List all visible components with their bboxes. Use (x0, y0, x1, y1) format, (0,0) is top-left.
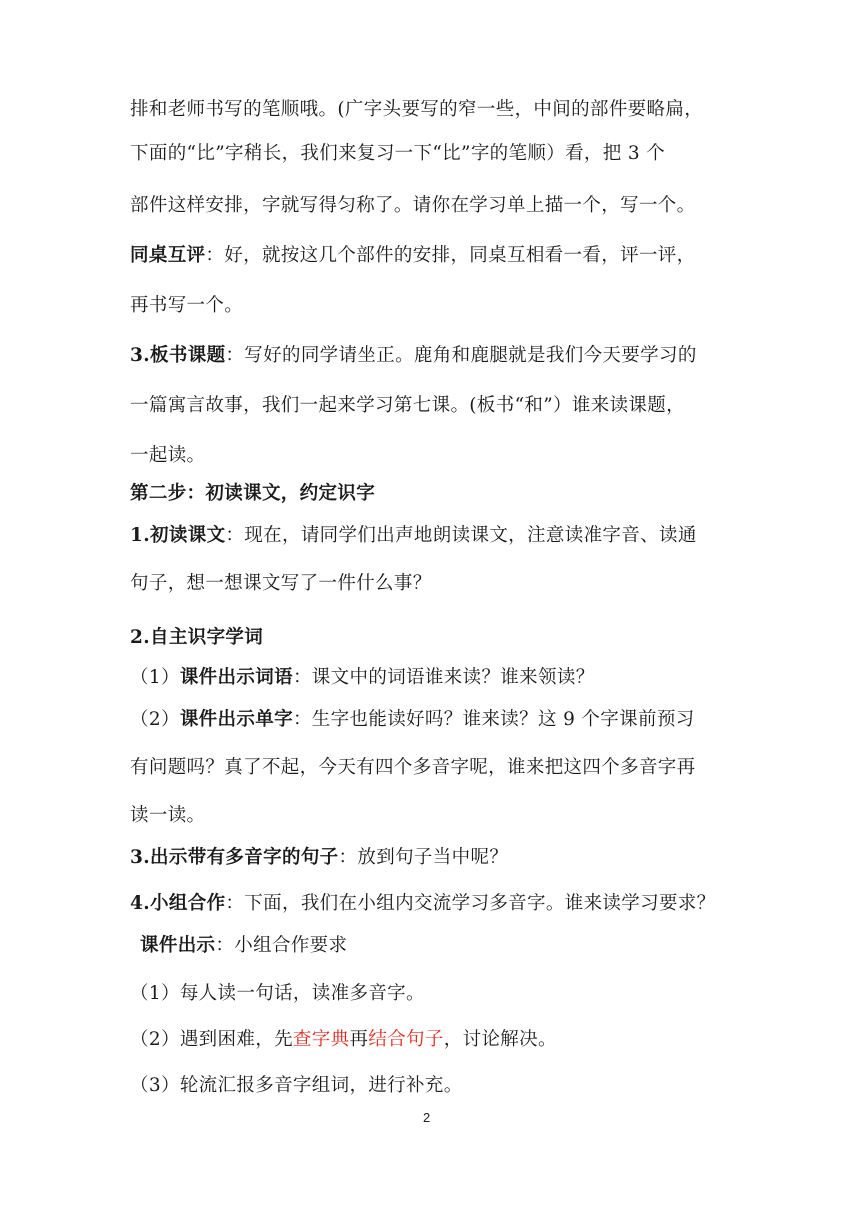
text-line (130, 392, 685, 420)
text-segment: （1）每人读一句话，读准多音字。 (130, 983, 425, 1004)
text-segment: 一起读。 (130, 445, 206, 466)
bold-text: 2.自主识字学词 (130, 627, 264, 648)
text-line (130, 706, 695, 734)
bold-text: 第二步：初读课文，约定识字 (130, 483, 376, 504)
text-segment: 部件这样安排，字就写得匀称了。请你在学习单上描一个，写一个。 (130, 195, 696, 216)
text-segment: 再 (349, 1029, 369, 1050)
text-line (130, 342, 697, 370)
bold-text: 同桌互评 (130, 245, 206, 266)
text-segment: ，讨论解决。 (443, 1029, 557, 1050)
text-line (140, 932, 347, 960)
text-segment: 排和老师书写的笔顺哦。(广字头要写的窄一些，中间的部件要略扁， (130, 99, 704, 120)
text-line (130, 980, 425, 1008)
highlighted-text: 查字典 (292, 1029, 350, 1050)
bold-text: 3.板书课题 (130, 345, 226, 366)
text-line (130, 140, 665, 168)
text-line (130, 442, 205, 470)
text-segment: 有问题吗？真了不起，今天有四个多音字呢，谁来把这四个多音字再 (130, 757, 696, 778)
text-line (130, 480, 375, 508)
page-number: 2 (423, 1110, 431, 1125)
text-line (130, 1026, 557, 1054)
bold-text: 3.出示带有多音字的句子 (130, 847, 339, 868)
text-line (130, 522, 697, 550)
text-segment: ：生字也能读好吗？谁来读？这 9 个字课前预习 (292, 709, 695, 730)
text-segment: ：放到句子当中呢？ (338, 847, 509, 868)
text-line (130, 890, 716, 918)
text-segment: 再书写一个。 (130, 295, 244, 316)
text-segment: ：小组合作要求 (215, 935, 348, 956)
bold-text: 课件出示词语 (179, 667, 293, 688)
text-segment: ：写好的同学请坐正。鹿角和鹿腿就是我们今天要学习的 (225, 345, 697, 366)
text-segment: ：课文中的词语谁来读？谁来领读？ (292, 667, 595, 688)
text-line (130, 664, 595, 692)
text-line (130, 624, 263, 652)
text-line (130, 754, 696, 782)
text-segment: 下面的“比”字稍长，我们来复习一下“比”字的笔顺）看，把 3 个 (130, 143, 666, 164)
text-line (130, 802, 205, 830)
text-segment: 句子，想一想课文写了一件什么事？ (130, 573, 432, 594)
highlighted-text: 结合句子 (368, 1029, 444, 1050)
text-segment: ：好，就按这几个部件的安排，同桌互相看一看，评一评， (205, 245, 696, 266)
text-line (130, 1072, 463, 1100)
text-segment: 读一读。 (130, 805, 206, 826)
bold-text: 课件出示 (140, 935, 216, 956)
text-line (130, 570, 432, 598)
bold-text: 4.小组合作 (130, 893, 226, 914)
text-segment: 一篇寓言故事，我们一起来学习第七课。(板书“和”）谁来读课题， (130, 395, 685, 416)
bold-text: 课件出示单字 (179, 709, 293, 730)
text-line (130, 844, 508, 872)
bold-text: 1.初读课文 (130, 525, 226, 546)
text-line (130, 292, 243, 320)
text-line (130, 242, 696, 270)
text-segment: ：现在，请同学们出声地朗读课文，注意读准字音、读通 (225, 525, 697, 546)
text-line (130, 192, 696, 220)
text-segment: ：下面，我们在小组内交流学习多音字。谁来读学习要求？ (225, 893, 716, 914)
text-line (130, 96, 703, 124)
text-segment: （1） (130, 667, 180, 688)
text-segment: （2）遇到困难，先 (130, 1029, 293, 1050)
text-segment: （2） (130, 709, 180, 730)
text-segment: （3）轮流汇报多音字组词，进行补充。 (130, 1075, 463, 1096)
